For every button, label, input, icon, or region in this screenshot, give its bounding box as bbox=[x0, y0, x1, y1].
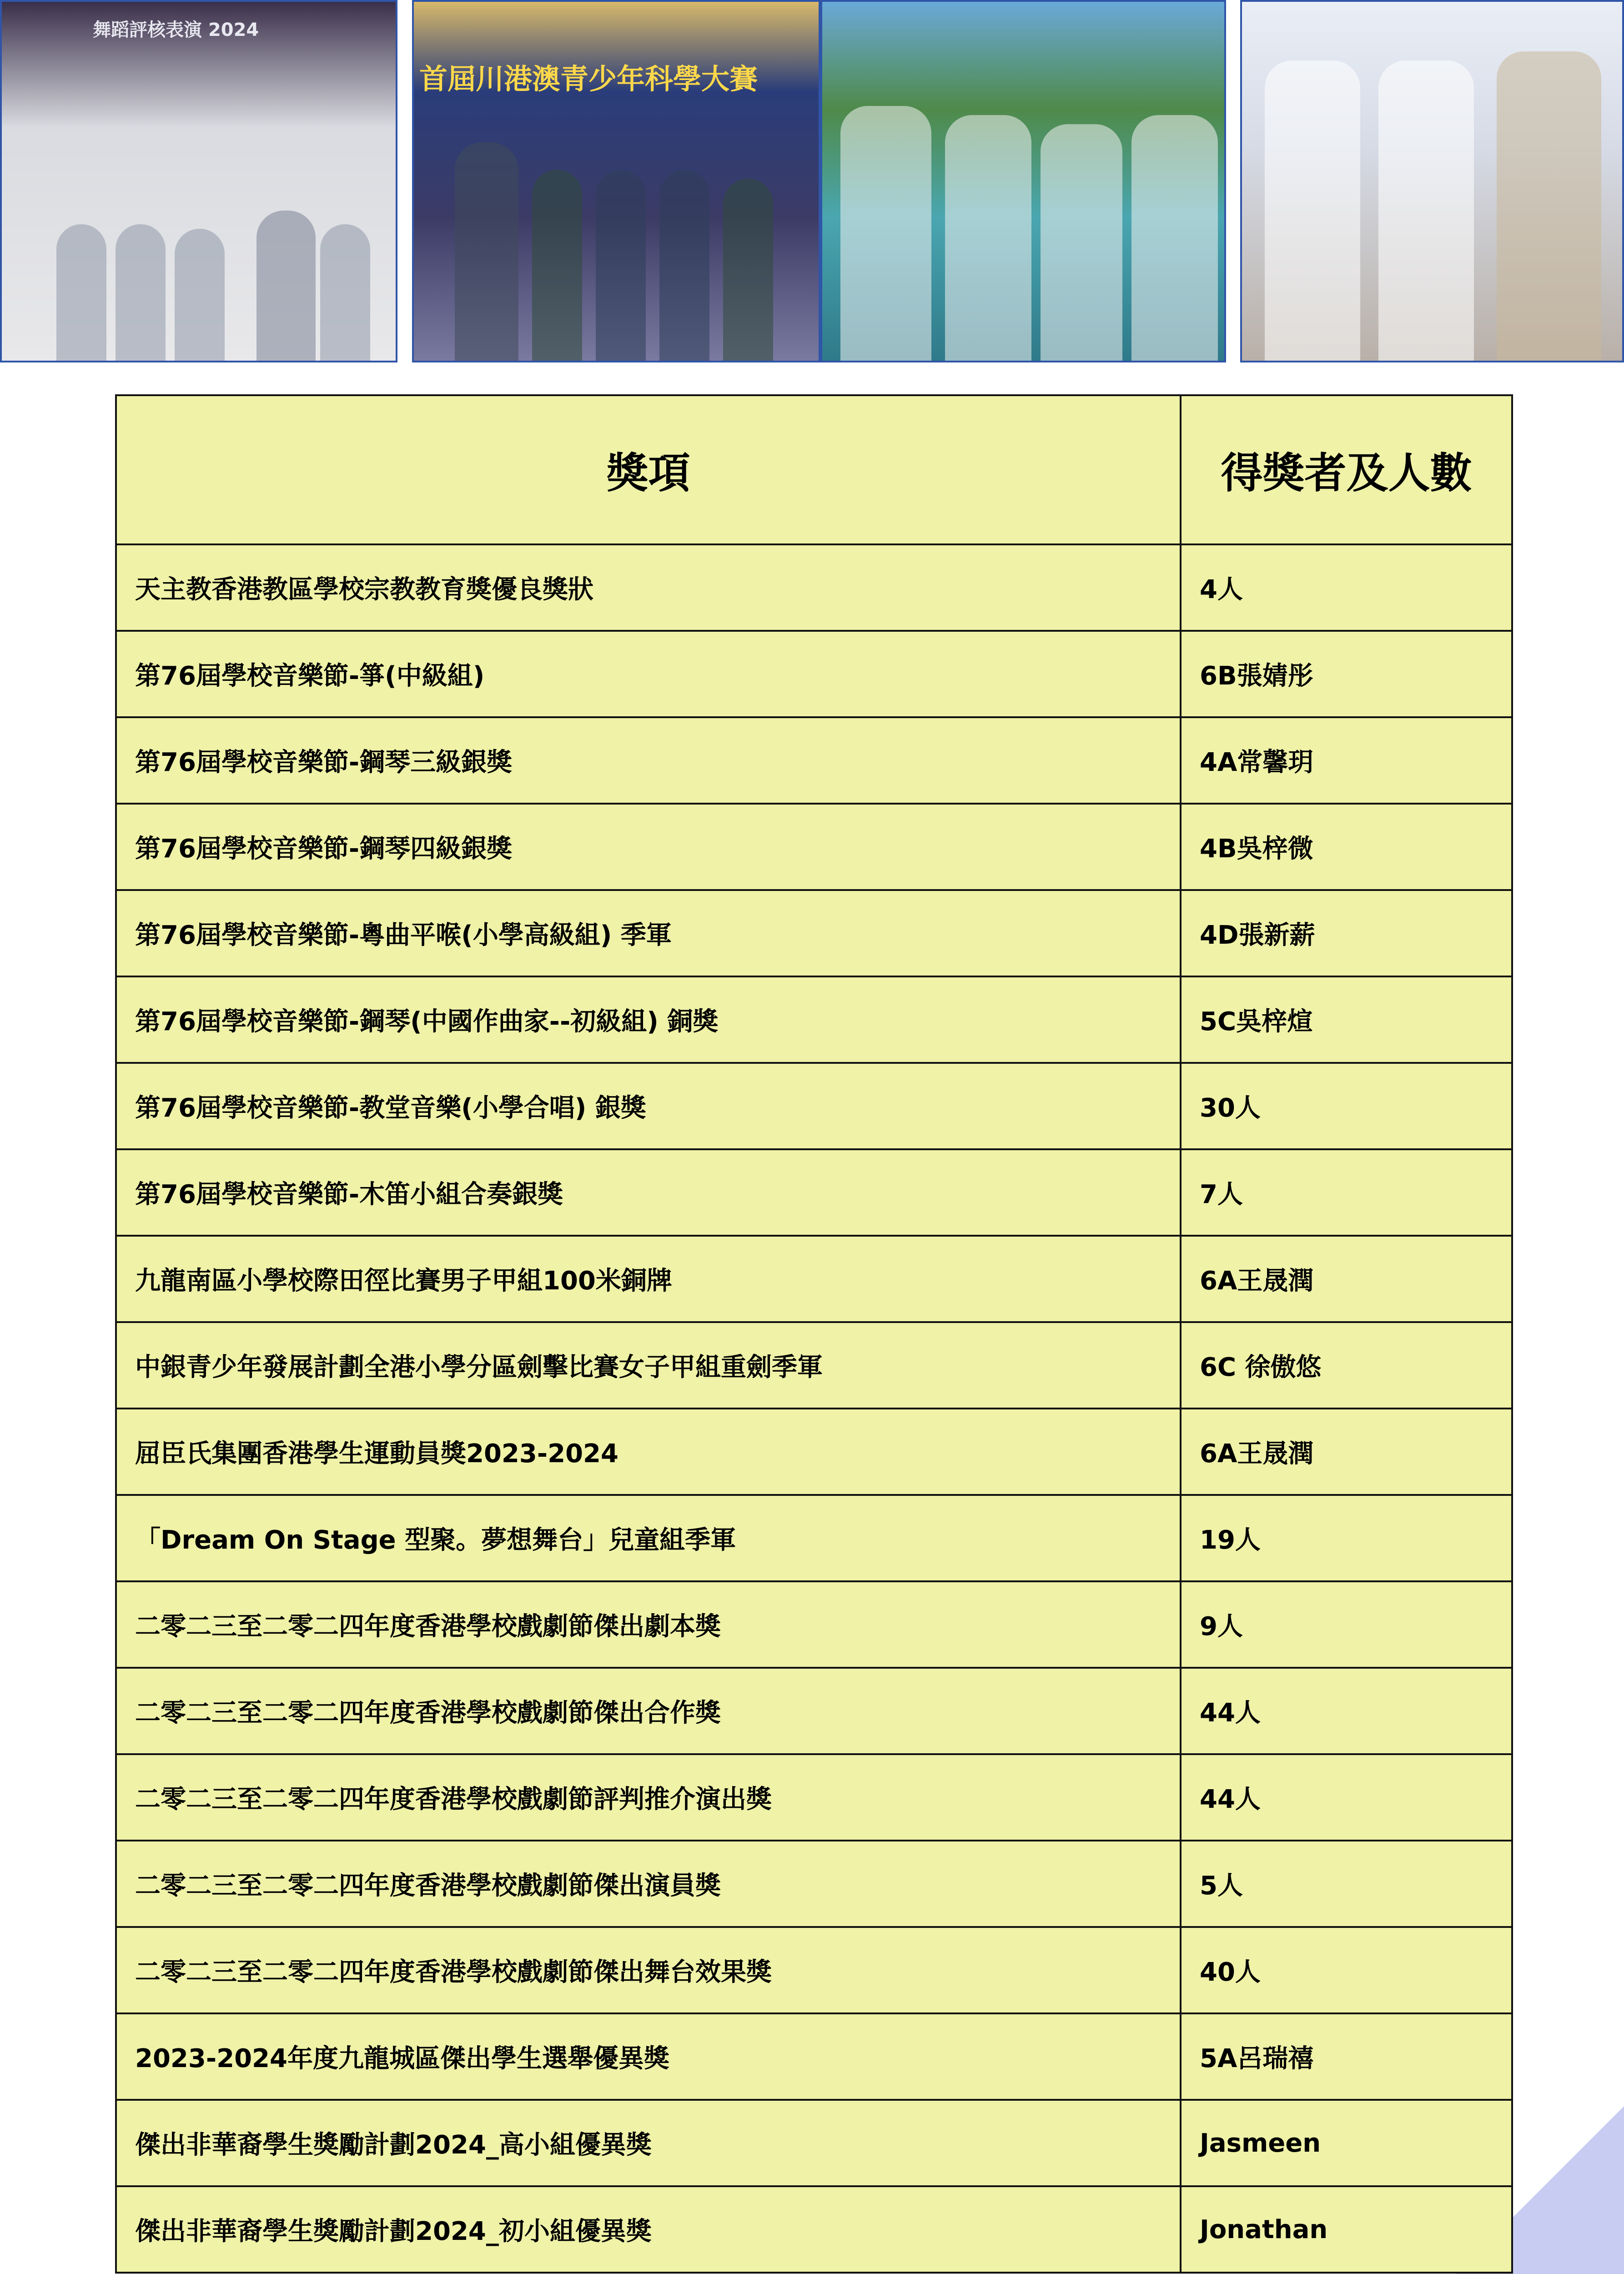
adult-figure bbox=[455, 142, 518, 361]
award-cell: 九龍南區小學校際田徑比賽男子甲組100米銅牌 bbox=[116, 1236, 1181, 1322]
table-header-row bbox=[116, 395, 1512, 544]
student-figure bbox=[320, 224, 370, 361]
winner-cell: 4B吳梓微 bbox=[1181, 804, 1512, 890]
photo-science-competition bbox=[412, 0, 820, 362]
award-cell: 二零二三至二零二四年度香港學校戲劇節傑出合作獎 bbox=[116, 1668, 1181, 1754]
student-figure bbox=[256, 211, 316, 361]
table-row bbox=[116, 1581, 1512, 1668]
winner-cell: 4D張新薪 bbox=[1181, 890, 1512, 976]
award-cell: 二零二三至二零二四年度香港學校戲劇節傑出劇本獎 bbox=[116, 1581, 1181, 1668]
table-row bbox=[116, 976, 1512, 1063]
student-figure bbox=[1497, 51, 1601, 361]
table-row bbox=[116, 1409, 1512, 1495]
student-figure bbox=[116, 224, 166, 361]
award-cell: 二零二三至二零二四年度香港學校戲劇節傑出演員獎 bbox=[116, 1841, 1181, 1927]
table-row bbox=[116, 1495, 1512, 1581]
table-row bbox=[116, 804, 1512, 890]
award-cell: 中銀青少年發展計劃全港小學分區劍擊比賽女子甲組重劍季軍 bbox=[116, 1322, 1181, 1409]
award-cell: 第76屆學校音樂節-教堂音樂(小學合唱) 銀獎 bbox=[116, 1063, 1181, 1149]
winner-cell: 30人 bbox=[1181, 1063, 1512, 1149]
student-figure bbox=[175, 229, 225, 361]
award-cell: 二零二三至二零二四年度香港學校戲劇節傑出舞台效果獎 bbox=[116, 1927, 1181, 2013]
table-row bbox=[116, 1063, 1512, 1149]
header-award: 獎項 bbox=[116, 395, 1181, 544]
table-row bbox=[116, 2186, 1512, 2273]
header-winner: 得獎者及人數 bbox=[1181, 395, 1512, 544]
winner-cell: Jonathan bbox=[1181, 2186, 1512, 2273]
winner-cell: 6B張婧彤 bbox=[1181, 631, 1512, 717]
student-figure bbox=[1378, 60, 1474, 361]
winner-cell: 6A王晟潤 bbox=[1181, 1409, 1512, 1495]
winner-cell: Jasmeen bbox=[1181, 2100, 1512, 2186]
table-row bbox=[116, 1149, 1512, 1236]
award-cell: 屈臣氏集團香港學生運動員獎2023-2024 bbox=[116, 1409, 1181, 1495]
winner-cell: 44人 bbox=[1181, 1668, 1512, 1754]
winner-cell: 19人 bbox=[1181, 1495, 1512, 1581]
winner-cell: 7人 bbox=[1181, 1149, 1512, 1236]
table-row bbox=[116, 1322, 1512, 1409]
student-figure bbox=[840, 106, 931, 361]
award-cell: 第76屆學校音樂節-木笛小組合奏銀獎 bbox=[116, 1149, 1181, 1236]
winner-cell: 6C 徐傲悠 bbox=[1181, 1322, 1512, 1409]
award-cell: 第76屆學校音樂節-鋼琴三級銀獎 bbox=[116, 717, 1181, 804]
table-row bbox=[116, 890, 1512, 976]
winner-cell: 44人 bbox=[1181, 1754, 1512, 1841]
award-cell: 二零二三至二零二四年度香港學校戲劇節評判推介演出獎 bbox=[116, 1754, 1181, 1841]
student-figure bbox=[945, 115, 1031, 361]
winner-cell: 5C吳梓煊 bbox=[1181, 976, 1512, 1063]
table-row bbox=[116, 631, 1512, 717]
table-row bbox=[116, 1841, 1512, 1927]
student-figure bbox=[723, 179, 773, 361]
winner-cell: 40人 bbox=[1181, 1927, 1512, 2013]
award-cell: 2023-2024年度九龍城區傑出學生選舉優異獎 bbox=[116, 2013, 1181, 2100]
table-row bbox=[116, 1668, 1512, 1754]
award-cell: 第76屆學校音樂節-箏(中級組) bbox=[116, 631, 1181, 717]
table-row bbox=[116, 2013, 1512, 2100]
table-row bbox=[116, 1236, 1512, 1322]
winner-cell: 4A常馨玥 bbox=[1181, 717, 1512, 804]
award-cell: 傑出非華裔學生獎勵計劃2024_高小組優異獎 bbox=[116, 2100, 1181, 2186]
student-figure bbox=[532, 170, 582, 361]
student-figure bbox=[1041, 124, 1122, 361]
table-row bbox=[116, 1927, 1512, 2013]
winner-cell: 6A王晟潤 bbox=[1181, 1236, 1512, 1322]
award-cell: 「Dream On Stage 型聚。夢想舞台」兒童組季軍 bbox=[116, 1495, 1181, 1581]
winner-cell: 5人 bbox=[1181, 1841, 1512, 1927]
student-figure bbox=[56, 224, 106, 361]
student-figure bbox=[659, 170, 709, 361]
photo-certificates bbox=[1240, 0, 1624, 362]
winner-cell: 9人 bbox=[1181, 1581, 1512, 1668]
table-row bbox=[116, 544, 1512, 631]
award-cell: 第76屆學校音樂節-鋼琴(中國作曲家--初級組) 銅獎 bbox=[116, 976, 1181, 1063]
table-row bbox=[116, 2100, 1512, 2186]
student-figure bbox=[1265, 60, 1360, 361]
winner-cell: 4人 bbox=[1181, 544, 1512, 631]
photo-students-trophy bbox=[820, 0, 1226, 362]
award-cell: 第76屆學校音樂節-粵曲平喉(小學高級組) 季軍 bbox=[116, 890, 1181, 976]
table-row bbox=[116, 1754, 1512, 1841]
award-cell: 第76屆學校音樂節-鋼琴四級銀獎 bbox=[116, 804, 1181, 890]
student-figure bbox=[596, 170, 646, 361]
awards-table bbox=[115, 394, 1513, 2274]
student-figure bbox=[1131, 115, 1218, 361]
photo-dance-assessment bbox=[0, 0, 397, 362]
table-row bbox=[116, 717, 1512, 804]
award-cell: 天主教香港教區學校宗教教育獎優良獎狀 bbox=[116, 544, 1181, 631]
winner-cell: 5A呂瑞禧 bbox=[1181, 2013, 1512, 2100]
photo-banner-text: 舞蹈評核表演 2024 bbox=[93, 20, 259, 40]
photo-banner-text: 首屆川港澳青少年科學大賽 bbox=[419, 62, 758, 96]
award-cell: 傑出非華裔學生獎勵計劃2024_初小組優異獎 bbox=[116, 2186, 1181, 2273]
